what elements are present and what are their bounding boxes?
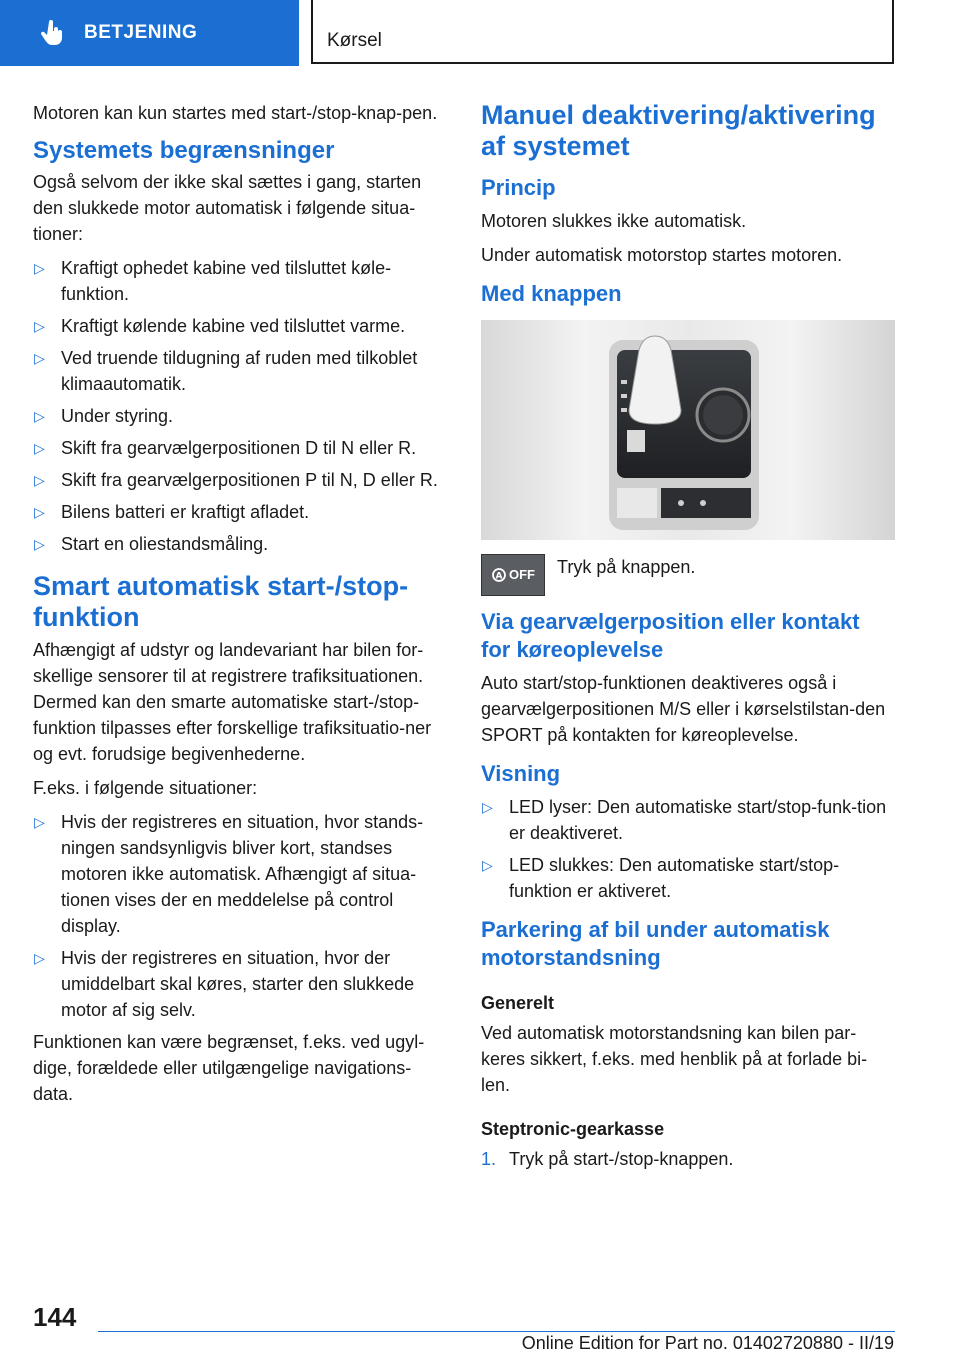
limits-text: Også selvom der ikke skal sættes i gang, starten den slukkede motor automatisk i følgende situa-tioner: (33, 172, 422, 244)
triangle-bullet-icon: ▷ (34, 950, 45, 966)
triangle-bullet-icon: ▷ (34, 536, 45, 552)
list-item: ▷ Skift fra gearvælgerpositionen D til N eller R. (33, 435, 445, 461)
button-heading: Med knappen (481, 281, 622, 306)
display-list (481, 794, 895, 904)
triangle-bullet-icon: ▷ (34, 472, 45, 488)
auto-start-stop-off-icon: A OFF (481, 554, 545, 596)
list-item: 1. Tryk på start-/stop-knappen. (481, 1149, 734, 1169)
button-instruction (481, 554, 895, 596)
triangle-bullet-icon: ▷ (34, 408, 45, 424)
list-item: ▷ Kraftigt ophedet kabine ved tilsluttet køle-funktion. (33, 255, 445, 307)
princip-text-1: Motoren slukkes ikke automatisk. (481, 211, 747, 231)
smart-note: Funktionen kan være begrænset, f.eks. ved ugyl-dige, forældede eller utilgængelige navigations-data. (33, 1032, 425, 1104)
svg-text:A: A (495, 571, 503, 582)
list-item: ▷ Skift fra gearvælgerpositionen P til N, D eller R. (33, 467, 445, 493)
list-item: ▷ Hvis der registreres en situation, hvor stands-ningen sandsynligvis bliver kort, standses motoren ikke automatisk. Afhængigt af situa-tionen vises der en meddelelse på control display. (33, 809, 445, 939)
steps-list (481, 1146, 895, 1172)
chapter-tab (311, 0, 894, 64)
smart-list (33, 809, 445, 1023)
list-item: ▷ LED lyser: Den automatiske start/stop-funk-tion er deaktiveret. (481, 794, 895, 846)
button-instruction-text: Tryk på knappen. (557, 557, 696, 577)
chapter-title: Kørsel (327, 30, 382, 51)
manual-heading: Manuel deaktivering/aktivering af systemet (481, 100, 876, 161)
right-column (481, 100, 895, 1178)
footer-divider (98, 1331, 895, 1332)
parking-heading: Parkering af bil under automatisk motorstandsning (481, 917, 830, 970)
list-item: ▷ Bilens batteri er kraftigt afladet. (33, 499, 445, 525)
list-item: ▷ Hvis der registreres en situation, hvor der umiddelbart skal køres, starter den slukkede motor af sig selv. (33, 945, 445, 1023)
steptronic-heading: Steptronic-gearkasse (481, 1119, 665, 1139)
triangle-bullet-icon: ▷ (34, 504, 45, 520)
left-column (33, 100, 445, 1115)
list-item: ▷ Kraftigt kølende kabine ved tilsluttet varme. (33, 313, 445, 339)
list-item: ▷ Start en oliestandsmåling. (33, 531, 445, 557)
page-number: 144 (33, 1302, 77, 1332)
general-heading: Generelt (481, 993, 555, 1013)
princip-heading: Princip (481, 175, 556, 200)
smart-heading: Smart automatisk start-/stop-funktion (33, 571, 409, 632)
section-tab (0, 0, 299, 66)
hand-pointer-icon (40, 20, 66, 46)
center-console-photo (481, 320, 895, 540)
triangle-bullet-icon: ▷ (34, 814, 45, 830)
display-heading: Visning (481, 761, 561, 786)
princip-text-2: Under automatisk motorstop startes motoren. (481, 245, 843, 265)
limits-list (33, 255, 445, 557)
list-item: ▷ LED slukkes: Den automatiske start/stop-funktion er aktiveret. (481, 852, 895, 904)
smart-examples-intro: F.eks. i følgende situationer: (33, 778, 258, 798)
triangle-bullet-icon: ▷ (34, 318, 45, 334)
triangle-bullet-icon: ▷ (482, 857, 493, 873)
general-text: Ved automatisk motorstandsning kan bilen par-keres sikkert, f.eks. med henblik på at forlade bi-len. (481, 1023, 868, 1095)
gear-text: Auto start/stop-funktionen deaktiveres også i gearvælgerpositionen M/S eller i kørselstilstan-den SPORT på kontakten for køreoplevelse. (481, 673, 886, 745)
gear-heading: Via gearvælgerposition eller kontakt for køreoplevelse (481, 609, 860, 662)
list-item: ▷ Ved truende tildugning af ruden med tilkoblet klimaautomatik. (33, 345, 445, 397)
section-title: BETJENING (84, 22, 198, 43)
footer-edition: Online Edition for Part no. 01402720880 - II/19 (521, 1333, 894, 1353)
smart-text: Afhængigt af udstyr og landevariant har bilen for-skellige sensorer til at registrere trafiksituationen. Dermed kan den smarte automatiske start-/stop-funktion tilpasses efter forskellige trafiksituatio-ner og evt. forudsige begivenhederne. (33, 640, 432, 764)
intro-text: Motoren kan kun startes med start-/stop-knap-pen. (33, 103, 438, 123)
triangle-bullet-icon: ▷ (34, 260, 45, 276)
triangle-bullet-icon: ▷ (34, 350, 45, 366)
triangle-bullet-icon: ▷ (34, 440, 45, 456)
triangle-bullet-icon: ▷ (482, 799, 493, 815)
limits-heading: Systemets begrænsninger (33, 137, 335, 164)
list-item: ▷ Under styring. (33, 403, 445, 429)
